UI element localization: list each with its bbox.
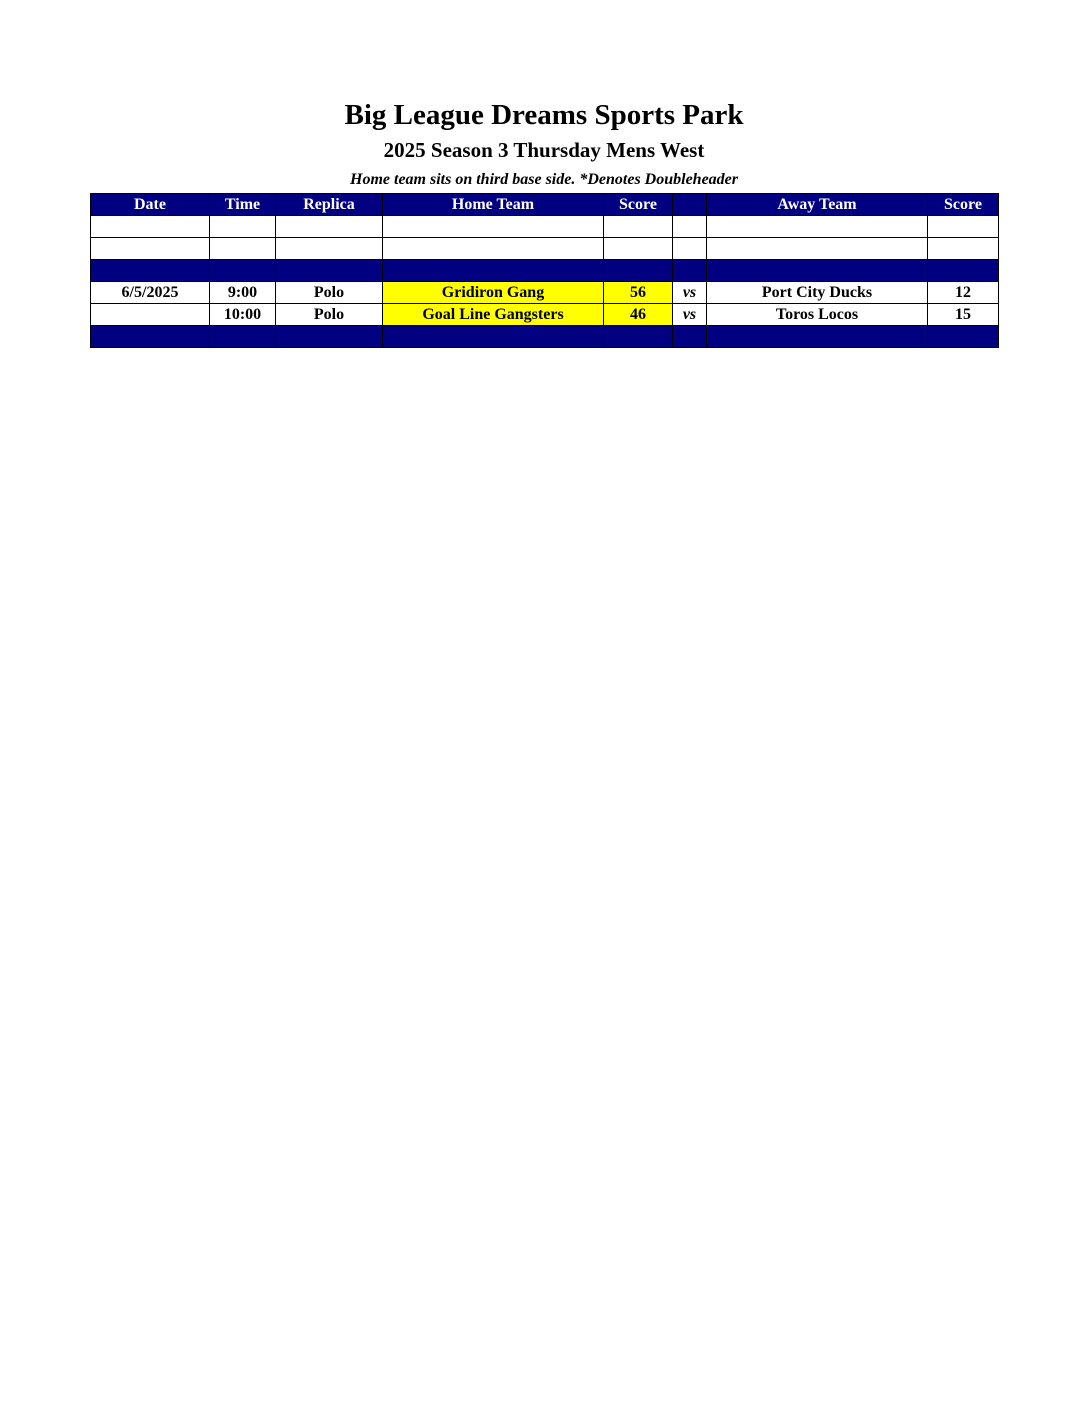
column-header-home-team: Home Team xyxy=(383,194,604,216)
separator-band xyxy=(91,260,999,282)
away-team: Port City Ducks xyxy=(707,282,928,304)
empty-row xyxy=(91,238,999,260)
page-title: Big League Dreams Sports Park xyxy=(344,99,744,131)
game-field: Polo xyxy=(276,304,383,326)
home-team: Gridiron Gang xyxy=(383,282,604,304)
away-team: Toros Locos xyxy=(707,304,928,326)
column-header-away-score: Score xyxy=(928,194,999,216)
away-score: 15 xyxy=(928,304,999,326)
schedule-note: Home team sits on third base side. *Denotes Doubleheader xyxy=(350,171,738,188)
game-row xyxy=(91,282,999,304)
column-header-vs xyxy=(673,194,707,216)
home-score: 56 xyxy=(604,282,673,304)
schedule-table xyxy=(90,193,999,348)
column-header-date: Date xyxy=(91,194,210,216)
column-header-away-team: Away Team xyxy=(707,194,928,216)
separator-band xyxy=(91,326,999,348)
game-row xyxy=(91,304,999,326)
column-header-home-score: Score xyxy=(604,194,673,216)
vs-label: vs xyxy=(673,282,707,304)
game-date xyxy=(91,304,210,326)
home-team: Goal Line Gangsters xyxy=(383,304,604,326)
away-score: 12 xyxy=(928,282,999,304)
home-score: 46 xyxy=(604,304,673,326)
empty-row xyxy=(91,216,999,238)
header-row xyxy=(91,194,999,216)
column-header-time: Time xyxy=(210,194,276,216)
vs-label: vs xyxy=(673,304,707,326)
game-time: 9:00 xyxy=(210,282,276,304)
game-date: 6/5/2025 xyxy=(91,282,210,304)
column-header-replica: Replica xyxy=(276,194,383,216)
game-field: Polo xyxy=(276,282,383,304)
page-subtitle: 2025 Season 3 Thursday Mens West xyxy=(383,138,705,162)
game-time: 10:00 xyxy=(210,304,276,326)
